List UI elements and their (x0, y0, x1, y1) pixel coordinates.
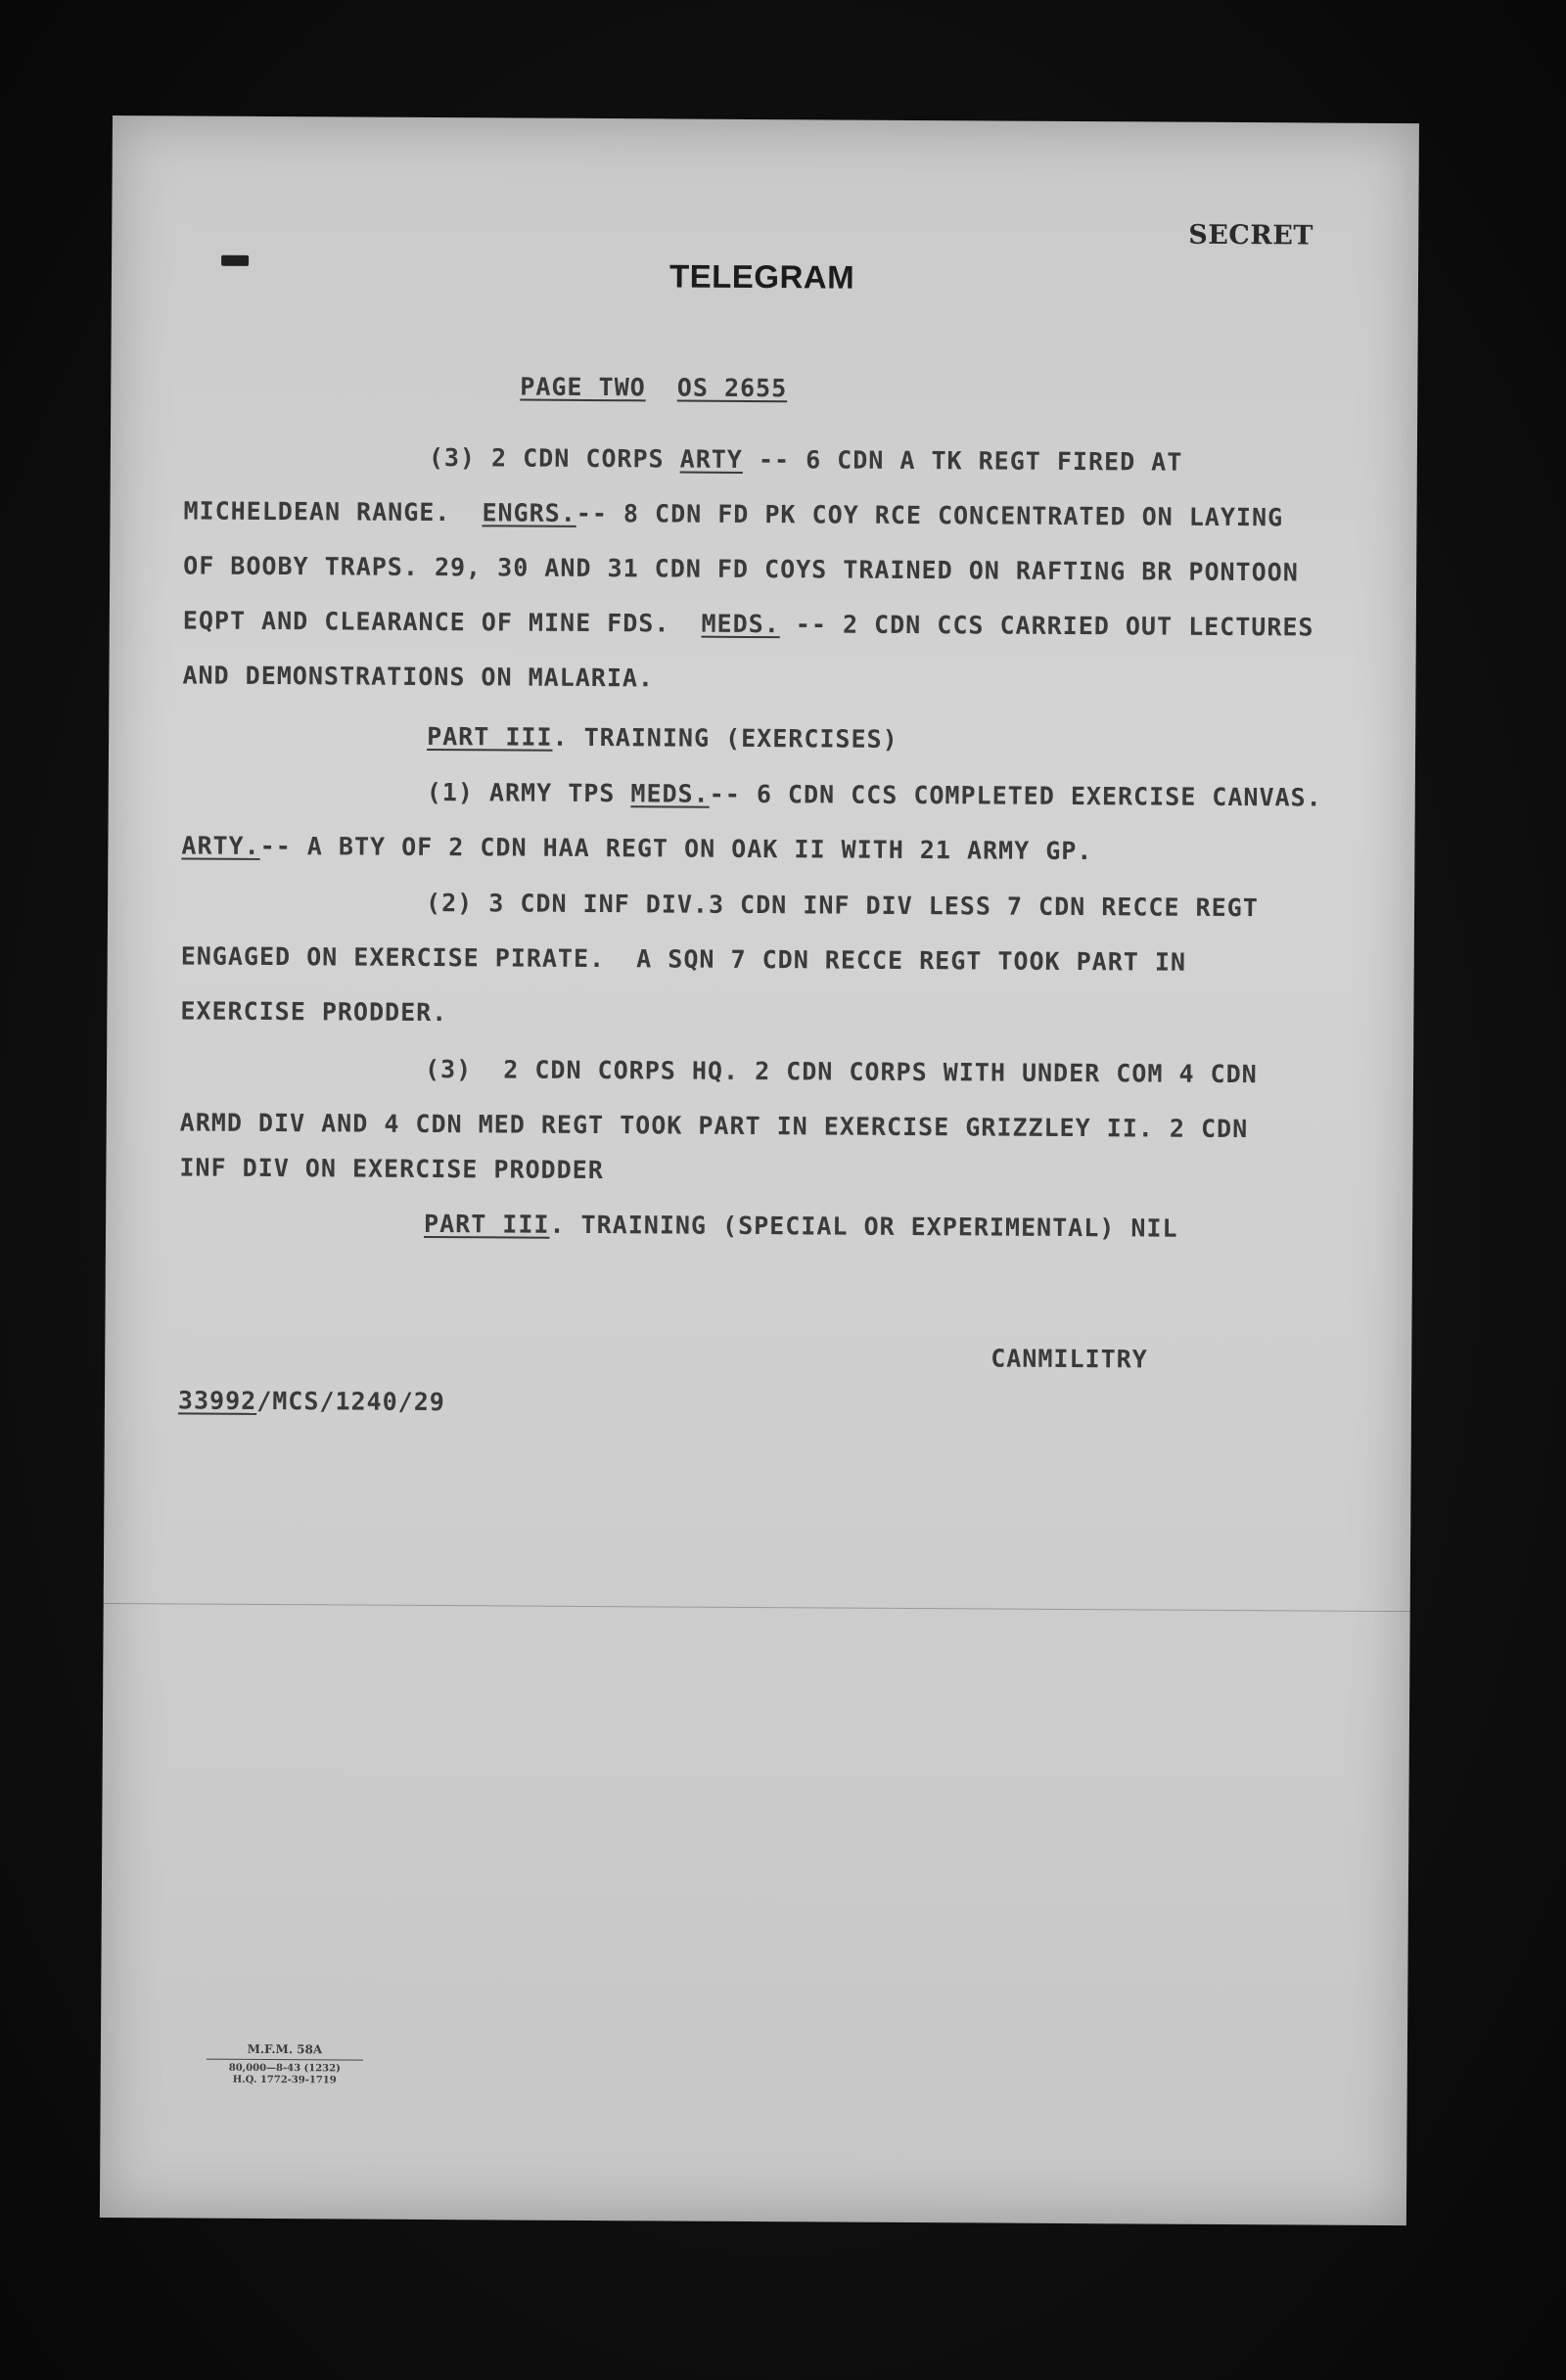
page-reference (520, 372, 788, 403)
reference-number: 33992 (177, 1386, 257, 1415)
body-line (428, 442, 1183, 477)
text-run: . TRAINING (EXERCISES) (552, 722, 898, 754)
body-line (182, 606, 1314, 642)
text-run: (3) 2 CDN CORPS (428, 442, 680, 474)
body-line: AND DEMONSTRATIONS ON MALARIA. (182, 661, 655, 693)
file-reference (177, 1386, 445, 1417)
text-run: MICHELDEAN RANGE. (183, 496, 483, 527)
text-run: EQPT AND CLEARANCE OF MINE FDS. (182, 606, 702, 638)
section-heading (427, 721, 898, 754)
body-line (183, 496, 1284, 532)
body-line (181, 831, 1093, 866)
text-run: -- 2 CDN CCS CARRIED OUT LECTURES (779, 610, 1314, 642)
underlined-term: MEDS. (701, 609, 780, 639)
message-number: OS 2655 (676, 373, 788, 403)
text-run: -- 6 CDN CCS COMPLETED EXERCISE CANVAS. (709, 779, 1322, 812)
imprint-rule (207, 2059, 363, 2061)
underlined-term: ENGRS. (482, 498, 576, 527)
body-line: INF DIV ON EXERCISE PRODDER (179, 1153, 604, 1185)
text-run: -- A BTY OF 2 CDN HAA REGT ON OAK II WITH 21 ARMY GP. (259, 831, 1093, 866)
section-heading (423, 1209, 1178, 1243)
text-run: -- 8 CDN FD PK COY RCE CONCENTRATED ON LAYING (576, 498, 1284, 532)
body-line: OF BOOBY TRAPS. 29, 30 AND 31 CDN FD COYS TRAINED ON RAFTING BR PONTOON (183, 551, 1299, 587)
underlined-term: PART III (427, 721, 553, 752)
underlined-term: ARTY (679, 444, 744, 474)
body-line: (2) 3 CDN INF DIV.3 CDN INF DIV LESS 7 CDN RECCE REGT (426, 888, 1259, 923)
hq-code: H.Q. 1772-39-1719 (232, 2074, 337, 2086)
document-title: TELEGRAM (668, 257, 855, 296)
text-run: . TRAINING (SPECIAL OR EXPERIMENTAL) NIL (549, 1210, 1178, 1243)
sender-signature: CANMILITRY (990, 1344, 1148, 1374)
form-imprint (207, 2042, 363, 2087)
telegram-sheet (100, 115, 1419, 2225)
print-run: 80,000—8-43 (1232) (228, 2062, 341, 2075)
fold-line (104, 1603, 1410, 1612)
body-line: ARMD DIV AND 4 CDN MED REGT TOOK PART IN EXERCISE GRIZZLEY II. 2 CDN (179, 1108, 1249, 1144)
body-line: (3) 2 CDN CORPS HQ. 2 CDN CORPS WITH UNDER COM 4 CDN (424, 1054, 1258, 1089)
reference-suffix: /MCS/1240/29 (256, 1386, 445, 1417)
form-number: M.F.M. 58A (247, 2041, 323, 2057)
underlined-term: PART III (423, 1209, 550, 1239)
text-run: -- 6 CDN A TK REGT FIRED AT (742, 444, 1183, 477)
body-line: ENGAGED ON EXERCISE PIRATE. A SQN 7 CDN RECCE REGT TOOK PART IN (180, 941, 1187, 977)
punch-mark (221, 255, 249, 266)
body-line: EXERCISE PRODDER. (180, 996, 448, 1028)
text-run: (1) ARMY TPS (426, 777, 631, 808)
classification-label: SECRET (1188, 219, 1314, 252)
underlined-term: ARTY. (181, 831, 260, 860)
body-line (426, 777, 1322, 812)
page-label: PAGE TWO (520, 372, 646, 402)
underlined-term: MEDS. (630, 779, 710, 808)
